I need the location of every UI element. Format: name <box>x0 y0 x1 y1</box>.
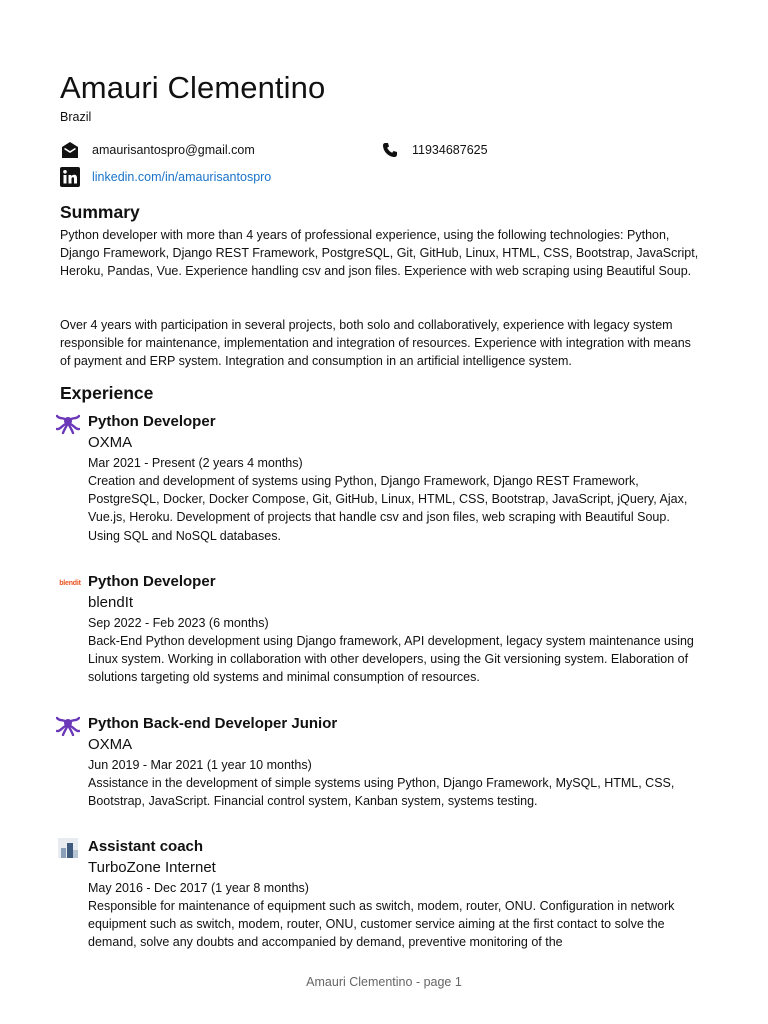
oxma-logo-icon <box>56 714 80 736</box>
job-company: TurboZone Internet <box>88 859 216 876</box>
email-contact <box>60 140 255 160</box>
job-dates: Mar 2021 - Present (2 years 4 months) <box>88 456 303 470</box>
job-description: Back-End Python development using Django framework, API development, legacy system maintenance using Linux system. Working in collaboration with other developers, using the Git versioning system. Elaboration of solutions targeting old systems and minimal consumption of resources. <box>88 634 694 685</box>
job-title: Python Back-end Developer Junior <box>88 715 338 732</box>
job-dates: Sep 2022 - Feb 2023 (6 months) <box>88 616 269 630</box>
summary-heading: Summary <box>60 202 140 222</box>
job-description: Creation and development of systems using Python, Django Framework, Django REST Framework, PostgreSQL, Docker, Docker Compose, Git, GitHub, Linux, HTML, CSS, Bootstrap, JavaScript, jQuery, Ajax, Vue.js, Heroku. Development of projects that handle csv and json files, web scraping with Beautiful Soup. Using SQL and NoSQL databases. <box>88 474 688 543</box>
job-description: Assistance in the development of simple systems using Python, Django Framework, MySQL, HTML, CSS, Bootstrap, JavaScript. Financial control system, Kanban system, systems testing. <box>88 776 675 809</box>
job-title: Python Developer <box>88 413 216 430</box>
company-placeholder-icon <box>56 837 80 859</box>
job-dates: Jun 2019 - Mar 2021 (1 year 10 months) <box>88 758 312 772</box>
job-company: blendIt <box>88 594 134 611</box>
candidate-name: Amauri Clementino <box>60 70 326 105</box>
job-title: Python Developer <box>88 573 216 590</box>
linkedin-icon <box>60 167 80 187</box>
envelope-icon <box>60 140 80 160</box>
oxma-logo-icon <box>56 412 80 434</box>
blendit-logo-text: blendit <box>59 579 81 587</box>
job-company: OXMA <box>88 736 133 753</box>
blendit-logo-icon <box>56 572 84 594</box>
phone-text: 11934687625 <box>412 143 488 157</box>
summary-paragraph-2: Over 4 years with participation in several projects, both solo and collaboratively, experience with legacy system responsible for maintenance, implementation and integration of resources. Experience with integration with means of payment and ERP system. Integration and consumption in an artificial intelligence system. <box>60 318 691 368</box>
job-description: Responsible for maintenance of equipment such as switch, modem, router, ONU. Configuration in network equipment such as switch, modem, router, ONU, customer service aiming at the first contact to solve the demand, solve any doubts and accompanied by demand, preventive monitoring of the <box>88 899 675 950</box>
phone-contact <box>380 140 488 160</box>
job-title: Assistant coach <box>88 838 204 855</box>
candidate-location: Brazil <box>60 110 92 124</box>
linkedin-link[interactable]: linkedin.com/in/amaurisantospro <box>92 170 272 184</box>
job-dates: May 2016 - Dec 2017 (1 year 8 months) <box>88 881 309 895</box>
email-text: amaurisantospro@gmail.com <box>92 143 255 157</box>
linkedin-contact[interactable] <box>60 167 271 187</box>
job-company: OXMA <box>88 434 133 451</box>
phone-icon <box>380 140 400 160</box>
experience-heading: Experience <box>60 383 154 403</box>
summary-paragraph-1: Python developer with more than 4 years of professional experience, using the following technologies: Python, Django Framework, Django REST Framework, PostgreSQL, Git, GitHub, Linux, HTML, CSS, Bootstrap, JavaScript, Heroku, Pandas, Vue. Experience handling csv and json files. Experience with web scraping using Beautiful Soup. <box>60 228 699 278</box>
page-footer: Amauri Clementino - page 1 <box>306 975 462 989</box>
